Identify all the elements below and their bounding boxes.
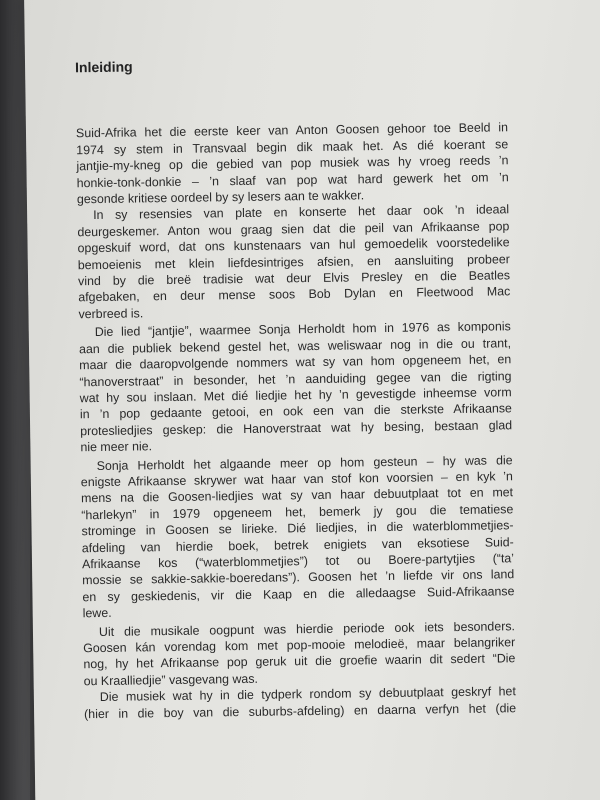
text-line: nog, hy het Afrikaanse pop geruk uit die groefie waarin dit sedert “Die	[83, 651, 516, 672]
text-line: “harlekyn” in 1979 opgeneem het, bemerk jy gou die tematiese	[81, 501, 514, 522]
text-line: in ’n pop gedaante getooi, en ook een van die sterkste Afrikaanse	[79, 401, 512, 422]
text-line: bemoeienis met klein liefdesintriges afsien, en aansluiting probeer	[77, 251, 510, 272]
text-line: wat hy sou inslaan. Met dié liedjie het hy ’n gevestigde inheemse vorm	[79, 385, 512, 406]
text-line: lewe.	[82, 606, 112, 621]
text-line: aan die publiek bekend gestel het, was weliswaar nog in die ou trant,	[78, 335, 512, 356]
paragraph-6	[84, 683, 516, 722]
text-line: Sonja Herholdt het algaande meer op hom gesteun – hy was die	[96, 452, 513, 473]
page-heading: Inleiding	[74, 58, 133, 76]
text-line: honkie-tonk-donkie – ’n slaaf van pop wat hard gewerk het om ’n	[76, 169, 509, 190]
text-line: afdeling van hierdie boek, betrek enigiets van eksotiese Suid-	[81, 534, 514, 555]
paragraph-5	[83, 618, 516, 690]
text-line: Die lied “jantjie”, waarmee Sonja Herholdt hom in 1976 as komponis	[94, 319, 511, 340]
text-line: enigste Afrikaanse skrywer wat haar van stof kon voorsien – en kyk ’n	[80, 469, 513, 490]
text-line: deurgeskemer. Anton wou graag sien dat die peil van Afrikaanse pop	[77, 219, 510, 240]
page-text	[75, 53, 516, 722]
paragraph-4	[81, 452, 515, 622]
text-line: “hanoverstraat” in besonder, het ’n aanduiding gegee van die rigting	[79, 368, 512, 389]
text-line: protesliedjies geskep: die Hanoverstraat wat hy besing, bestaan glad	[80, 417, 513, 438]
text-line: Suid-Afrika het die eerste keer van Anton Goosen gehoor toe Beeld in	[75, 120, 509, 141]
text-line: afgebaken, en deur mense soos Bob Dylan en Fleetwood Mac	[78, 284, 511, 305]
text-line: mens na die Goosen-liedjies wat sy van haar debuutplaat tot en met	[81, 485, 514, 506]
book-page	[24, 0, 600, 800]
text-line: gesonde kritiese oordeel by sy lesers aan te wakker.	[76, 188, 365, 207]
text-line: 1974 sy stem in Transvaal begin dik maak het. As dié koerant se	[76, 137, 509, 158]
text-line: jantjie-my-kneg op die gebied van pop musiek was hy vroeg reeds ’n	[76, 153, 509, 174]
text-line: nie meer nie.	[80, 439, 153, 455]
text-line: strominge in Goosen se lirieke. Dié liedjies, in die waterblommetjies-	[81, 518, 514, 539]
text-line: en sy geskiedenis, vir die Kaap en die alledaagse Suid-Afrikaanse	[82, 583, 515, 605]
paragraph-1	[76, 120, 509, 208]
text-line: maar die daaropvolgende nommers wat sy van hom opgeneem het, en	[79, 352, 512, 373]
text-line: ou Kraalliedjie” vasgevang was.	[83, 671, 259, 689]
text-line: (hier in die boy van die suburbs-afdeling) en daarna verfyn het (die	[84, 700, 517, 721]
text-line: Uit die musikale oogpunt was hierdie periode ook iets besonders.	[98, 618, 516, 639]
text-line: Die musiek wat hy in die tydperk rondom sy debuutplaat geskryf het	[99, 684, 516, 705]
paragraph-2	[77, 202, 511, 323]
text-line: mossie se sakkie-sakkie-boeredans”). Goosen het ’n liefde vir ons land	[82, 567, 515, 588]
text-line: Afrikaanse kos (“waterblommetjies”) tot ou Boere-partytjies (“ta’	[81, 551, 515, 572]
text-line: verbreed is.	[78, 306, 144, 322]
text-line: Goosen kán vorendag kom met pop-mooie melodieë, maar belangriker	[83, 635, 516, 656]
text-line: opgeskuif word, dat ons kunstenaars van hul gemoedelik voorstedelike	[77, 235, 510, 256]
text-line: vind by die breë tradisie wat deur Elvis Presley en die Beatles	[77, 268, 511, 289]
paragraph-3	[79, 319, 513, 456]
text-line: In sy resensies van plate en konserte het daar ook ’n ideaal	[93, 202, 510, 223]
